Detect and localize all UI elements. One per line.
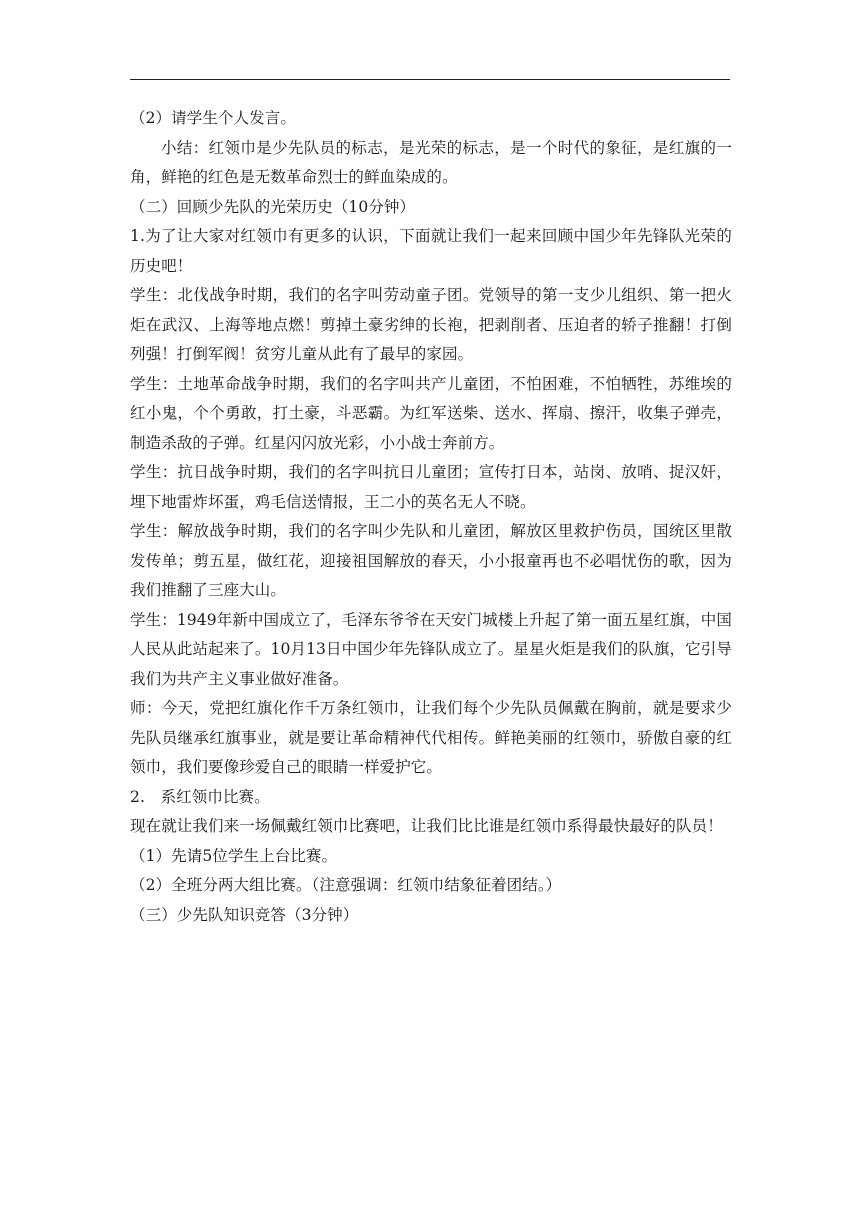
section-heading-history: （二）回顾少先队的光荣历史（10分钟）	[130, 197, 416, 216]
paragraph-scarf-contest-intro: 现在就让我们来一场佩戴红领巾比赛吧，让我们比比谁是红领巾系得最快最好的队员！	[130, 817, 723, 835]
paragraph-contest-step-1: （1）先请5位学生上台比赛。	[130, 846, 338, 865]
paragraph-summary: 小结：红领巾是少先队员的标志，是光荣的标志，是一个时代的象征，是红旗的一角，鲜艳的红色是无数革命烈士的鲜血染成的。	[130, 138, 732, 186]
paragraph-personal-speech: （2）请学生个人发言。	[130, 109, 296, 127]
paragraph-anti-japanese-war: 学生：抗日战争时期，我们的名字叫抗日儿童团；宣传打日本，站岗、放哨、捉汉奸，埋下地雷炸坏蛋，鸡毛信送情报，王二小的英名无人不晓。	[130, 463, 732, 511]
paragraph-liberation-war: 学生：解放战争时期，我们的名字叫少先队和儿童团，解放区里救护伤员，国统区里散发传单；剪五星，做红花，迎接祖国解放的春天，小小报童再也不必唱忧伤的歌，因为我们推翻了三座大山。	[130, 522, 732, 599]
paragraph-scarf-contest-heading: 2. 系红领巾比赛。	[130, 787, 270, 806]
paragraph-history-intro: 1.为了让大家对红领巾有更多的认识，下面就让我们一起来回顾中国少年先锋队光荣的历史吧！	[130, 227, 732, 275]
paragraph-land-revolution: 学生：土地革命战争时期，我们的名字叫共产儿童团，不怕困难，不怕牺牲，苏维埃的红小鬼，个个勇敢，打土豪，斗恶霸。为红军送柴、送水、挥扇、擦汗，收集子弹壳，制造杀敌的子弹。红星闪闪放光彩，小小战士奔前方。	[130, 374, 732, 452]
section-heading-quiz: （三）少先队知识竞答（3分钟）	[130, 905, 359, 924]
paragraph-contest-step-2: （2）全班分两大组比赛。（注意强调：红领巾结象征着团结。）	[130, 876, 562, 894]
paragraph-teacher-remark: 师：今天，党把红旗化作千万条红领巾，让我们每个少先队员佩戴在胸前，就是要求少先队员继承红旗事业，就是要让革命精神代代相传。鲜艳美丽的红领巾，骄傲自豪的红领巾，我们要像珍爱自己的眼睛一样爱护它。	[130, 699, 732, 776]
document-body	[130, 104, 732, 930]
header-rule	[130, 79, 730, 80]
paragraph-new-china: 学生：1949年新中国成立了，毛泽东爷爷在天安门城楼上升起了第一面五星红旗，中国人民从此站起来了。10月13日中国少年先锋队成立了。星星火炬是我们的队旗，它引导我们为共产主义事业做好准备。	[130, 610, 732, 688]
paragraph-northern-expedition: 学生：北伐战争时期，我们的名字叫劳动童子团。党领导的第一支少儿组织、第一把火炬在武汉、上海等地点燃！剪掉土豪劣绅的长袍，把剥削者、压迫者的轿子推翻！打倒列强！打倒军阀！贫穷儿童从此有了最早的家园。	[130, 286, 732, 363]
